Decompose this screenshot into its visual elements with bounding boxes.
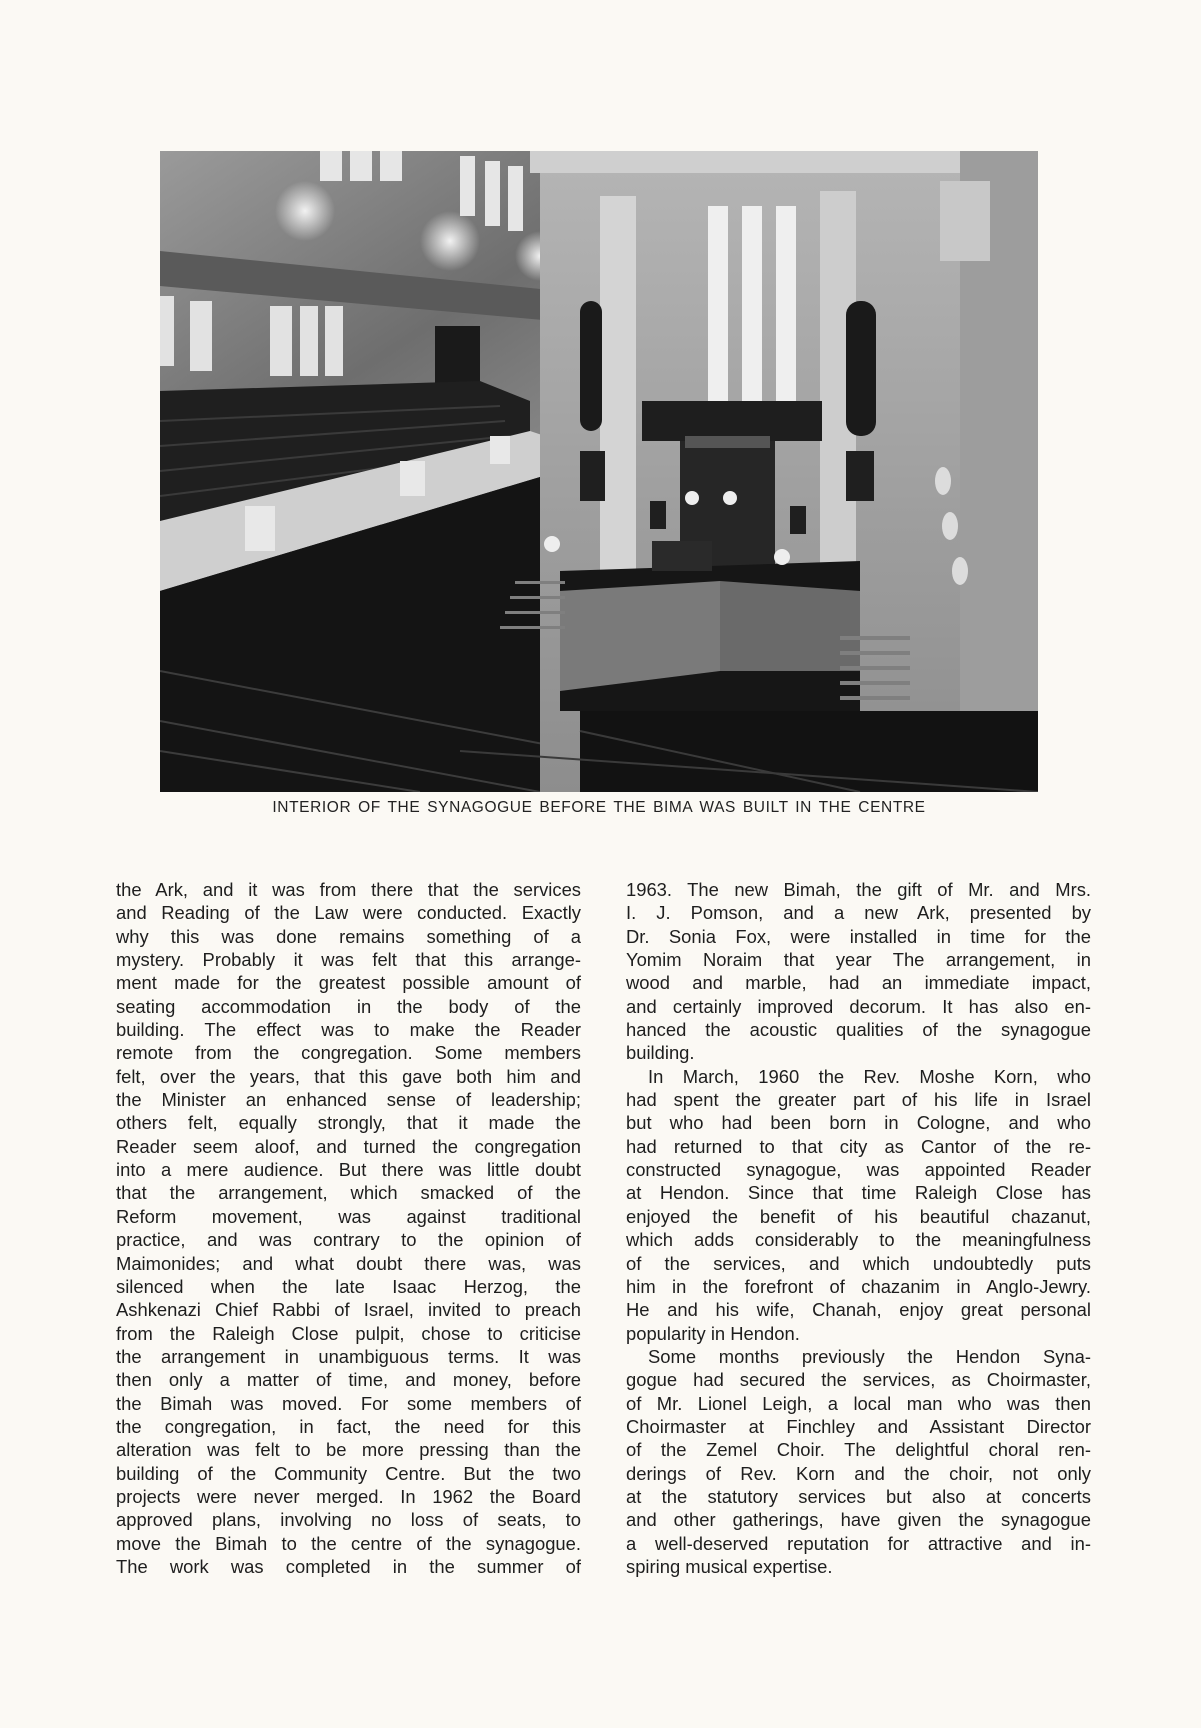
text-line: practice, and was contrary to the opinion of: [116, 1229, 581, 1251]
text-line: the congregation, in fact, the need for this: [116, 1415, 581, 1437]
text-line: spiring musical expertise.: [626, 1555, 833, 1577]
text-line: Reader seem aloof, and turned the congregation: [116, 1135, 581, 1157]
text-line: projects were never merged. In 1962 the Board: [116, 1485, 581, 1507]
text-line: the Minister an enhanced sense of leadership;: [116, 1089, 581, 1111]
text-line: and other gatherings, have given the synagogue: [626, 1509, 1091, 1531]
text-line: popularity in Hendon.: [626, 1322, 800, 1344]
text-line: He and his wife, Chanah, enjoy great personal: [626, 1299, 1091, 1321]
text-line: Maimonides; and what doubt there was, was: [116, 1252, 581, 1274]
text-line: the Bimah was moved. For some members of: [116, 1392, 581, 1414]
text-line: which adds considerably to the meaningfulness: [626, 1229, 1091, 1251]
text-line: hanced the acoustic qualities of the synagogue: [626, 1019, 1091, 1041]
text-line: Yomim Noraim that year The arrangement, in: [626, 949, 1091, 971]
text-line: move the Bimah to the centre of the synagogue.: [116, 1532, 581, 1554]
text-line: I. J. Pomson, and a new Ark, presented by: [626, 902, 1091, 924]
text-line: a well-deserved reputation for attractive and in-: [626, 1532, 1091, 1554]
text-column-left: [116, 878, 581, 1578]
text-line: seating accommodation in the body of the: [116, 995, 581, 1017]
text-line: of the services, and which undoubtedly puts: [626, 1252, 1091, 1274]
text-line: silenced when the late Isaac Herzog, the: [116, 1275, 581, 1297]
text-line: why this was done remains something of a: [116, 925, 581, 947]
text-line: building.: [626, 1042, 695, 1064]
text-line: derings of Rev. Korn and the choir, not only: [626, 1462, 1091, 1484]
text-line: at Hendon. Since that time Raleigh Close has: [626, 1182, 1091, 1204]
text-line: had spent the greater part of his life in Israel: [626, 1089, 1091, 1111]
synagogue-interior-photo: [160, 151, 1038, 792]
text-line: into a mere audience. But there was little doubt: [116, 1159, 581, 1181]
text-line: building of the Community Centre. But the two: [116, 1462, 581, 1484]
photo-caption: INTERIOR OF THE SYNAGOGUE BEFORE THE BIMA WAS BUILT IN THE CENTRE: [272, 799, 926, 816]
text-line: and Reading of the Law were conducted. Exactly: [116, 902, 581, 924]
text-line: and certainly improved decorum. It has also en-: [626, 995, 1091, 1017]
text-line: enjoyed the benefit of his beautiful chazanut,: [626, 1205, 1091, 1227]
text-line: building. The effect was to make the Reader: [116, 1019, 581, 1041]
text-line: had returned to that city as Cantor of the re-: [626, 1135, 1091, 1157]
text-line: him in the forefront of chazanim in Anglo-Jewry.: [626, 1275, 1091, 1297]
text-line: gogue had secured the services, as Choirmaster,: [626, 1369, 1091, 1391]
text-line: Reform movement, was against traditional: [116, 1205, 581, 1227]
text-line: Ashkenazi Chief Rabbi of Israel, invited to preach: [116, 1299, 581, 1321]
text-column-right: [626, 878, 1091, 1578]
text-line: ment made for the greatest possible amount of: [116, 972, 581, 994]
text-line: the arrangement in unambiguous terms. It was: [116, 1345, 581, 1367]
text-line: In March, 1960 the Rev. Moshe Korn, who: [648, 1065, 1091, 1087]
text-line: Some months previously the Hendon Syna-: [648, 1345, 1091, 1367]
text-line: approved plans, involving no loss of seats, to: [116, 1509, 581, 1531]
text-line: Choirmaster at Finchley and Assistant Director: [626, 1415, 1091, 1437]
text-line: at the statutory services but also at concerts: [626, 1485, 1091, 1507]
text-line: mystery. Probably it was felt that this arrange-: [116, 949, 581, 971]
text-line: that the arrangement, which smacked of the: [116, 1182, 581, 1204]
text-line: constructed synagogue, was appointed Reader: [626, 1159, 1091, 1181]
text-line: then only a matter of time, and money, before: [116, 1369, 581, 1391]
text-line: remote from the congregation. Some members: [116, 1042, 581, 1064]
text-line: felt, over the years, that this gave both him and: [116, 1065, 581, 1087]
text-line: others felt, equally strongly, that it made the: [116, 1112, 581, 1134]
text-line: Dr. Sonia Fox, were installed in time for the: [626, 925, 1091, 947]
text-line: of the Zemel Choir. The delightful choral ren-: [626, 1439, 1091, 1461]
text-line: but who had been born in Cologne, and who: [626, 1112, 1091, 1134]
text-line: of Mr. Lionel Leigh, a local man who was then: [626, 1392, 1091, 1414]
text-line: the Ark, and it was from there that the services: [116, 879, 581, 900]
text-line: from the Raleigh Close pulpit, chose to criticise: [116, 1322, 581, 1344]
text-line: The work was completed in the summer of: [116, 1555, 581, 1577]
text-line: alteration was felt to be more pressing than the: [116, 1439, 581, 1461]
text-line: wood and marble, had an immediate impact,: [626, 972, 1091, 994]
text-line: 1963. The new Bimah, the gift of Mr. and Mrs.: [626, 879, 1091, 900]
